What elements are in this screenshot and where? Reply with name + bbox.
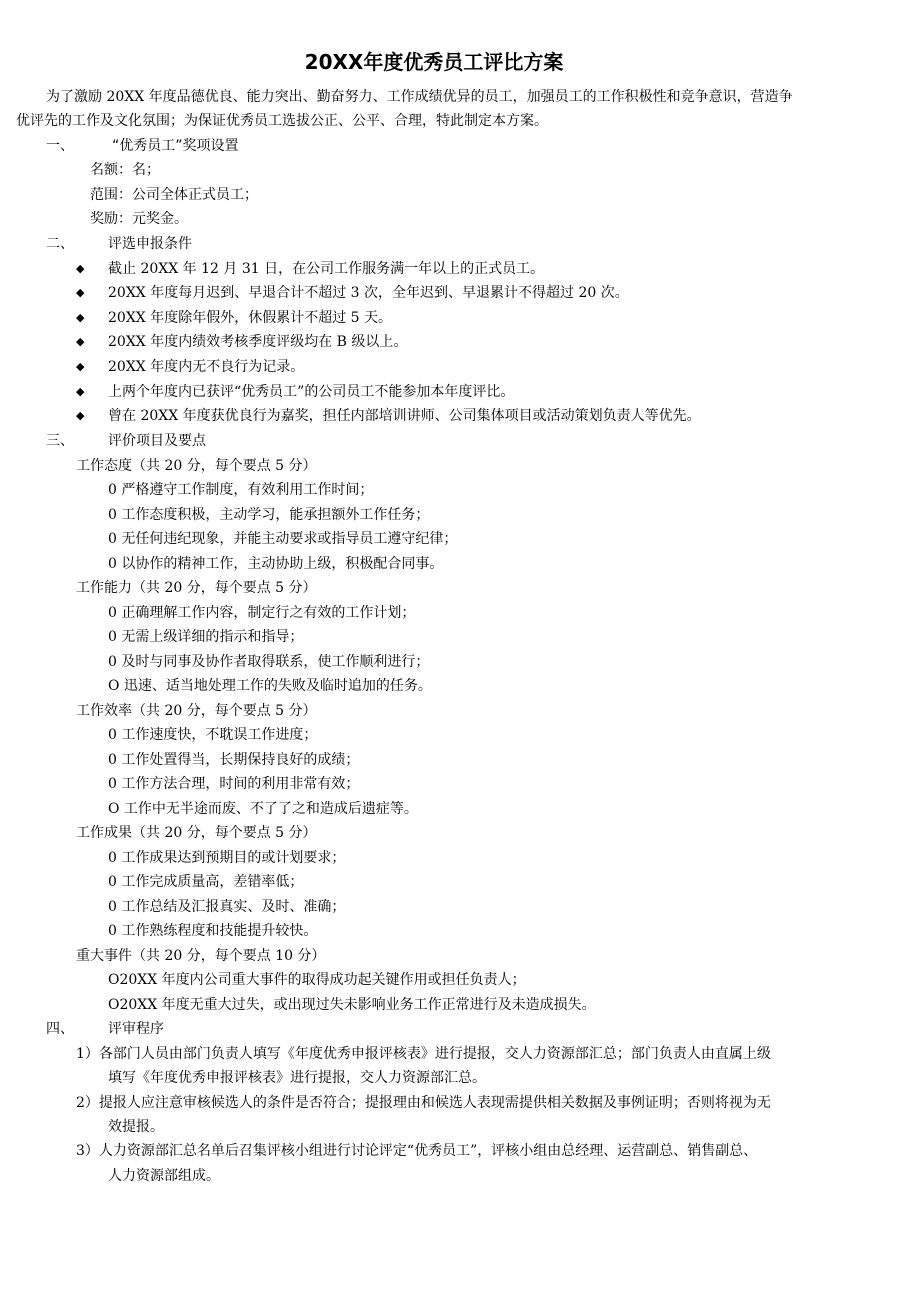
criteria-item: 0 以协作的精神工作，主动协助上级，积极配合同事。 (108, 556, 444, 572)
criteria-group-note: （共 20 分，每个要点 5 分） (132, 825, 317, 841)
document-title: 20XX年度优秀员工评比方案 (304, 50, 564, 74)
criteria-group-name: 工作态度 (76, 458, 132, 474)
procedure-item-line: 2）提报人应注意审核候选人的条件是否符合；提报理由和候选人表现需提供相关数据及事例证明；否则将视为无 (76, 1095, 771, 1111)
criteria-item: O 工作中无半途而废、不了了之和造成后遗症等。 (108, 801, 418, 817)
criteria-item: 0 工作成果达到预期目的或计划要求； (108, 850, 346, 866)
condition-item: 截止 20XX 年 12 月 31 日，在公司工作服务满一年以上的正式员工。 (108, 261, 545, 277)
criteria-group-heading (76, 947, 325, 965)
diamond-bullet-icon: ◆ (76, 385, 85, 398)
condition-item: 20XX 年度每月迟到、早退合计不超过 3 次，全年迟到、早退累计不得超过 20 次。 (108, 285, 629, 301)
criteria-item: 0 工作总结及汇报真实、及时、准确； (108, 899, 346, 915)
diamond-bullet-icon: ◆ (76, 311, 85, 324)
procedure-item-line: 人力资源部组成。 (108, 1168, 220, 1184)
criteria-group-name: 重大事件 (76, 948, 132, 964)
criteria-group-heading (76, 457, 317, 475)
criteria-item: 0 无任何违纪现象，并能主动要求或指导员工遵守纪律； (108, 531, 458, 547)
criteria-item: 0 严格遵守工作制度，有效利用工作时间； (108, 482, 374, 498)
criteria-item: O20XX 年度无重大过失，或出现过失未影响业务工作正常进行及未造成损失。 (108, 997, 596, 1013)
section-1-number: 一、 (46, 138, 74, 154)
section-2-title: 评选申报条件 (108, 236, 192, 252)
criteria-item: 0 及时与同事及协作者取得联系，使工作顺利进行； (108, 654, 430, 670)
criteria-group-heading (76, 579, 317, 597)
criteria-item: O20XX 年度内公司重大事件的取得成功起关键作用或担任负责人； (108, 972, 526, 988)
section-1-item: 奖励：元奖金。 (90, 211, 188, 227)
criteria-group-heading (76, 824, 317, 842)
diamond-bullet-icon: ◆ (76, 286, 85, 299)
procedure-item-line: 效提报。 (108, 1119, 164, 1135)
criteria-item: O 迅速、适当地处理工作的失败及临时追加的任务。 (108, 678, 432, 694)
procedure-item-line: 3）人力资源部汇总名单后召集评核小组进行讨论评定“优秀员工”，评核小组由总经理、运营副总、销售副总、 (76, 1143, 758, 1159)
condition-item: 20XX 年度内无不良行为记录。 (108, 359, 305, 375)
criteria-item: 0 工作方法合理，时间的利用非常有效； (108, 776, 360, 792)
criteria-group-note: （共 20 分，每个要点 5 分） (132, 580, 317, 596)
procedure-item-line: 1）各部门人员由部门负责人填写《年度优秀申报评核表》进行提报，交人力资源部汇总；部门负责人由直属上级 (76, 1046, 771, 1062)
condition-item: 20XX 年度内绩效考核季度评级均在 B 级以上。 (108, 334, 408, 350)
criteria-item: 0 无需上级详细的指示和指导； (108, 629, 304, 645)
section-4-number: 四、 (46, 1021, 74, 1037)
diamond-bullet-icon: ◆ (76, 335, 85, 348)
criteria-item: 0 工作熟练程度和技能提升较快。 (108, 923, 318, 939)
criteria-item: 0 工作处置得当，长期保持良好的成绩； (108, 752, 360, 768)
criteria-group-name: 工作能力 (76, 580, 132, 596)
criteria-group-note: （共 20 分，每个要点 10 分） (132, 948, 326, 964)
diamond-bullet-icon: ◆ (76, 262, 85, 275)
section-4-title: 评审程序 (108, 1021, 164, 1037)
intro-line-1: 为了激励 20XX 年度品德优良、能力突出、勤奋努力、工作成绩优异的员工，加强员工的工作积极性和竞争意识，营造争 (46, 89, 793, 105)
intro-line-2: 优评先的工作及文化氛围；为保证优秀员工选拔公正、公平、合理，特此制定本方案。 (16, 113, 548, 129)
section-2-number: 二、 (46, 236, 74, 252)
criteria-group-name: 工作效率 (76, 703, 132, 719)
diamond-bullet-icon: ◆ (76, 409, 85, 422)
criteria-group-note: （共 20 分，每个要点 5 分） (132, 703, 317, 719)
section-1-item: 名额：名； (90, 162, 160, 178)
section-3-number: 三、 (46, 433, 74, 449)
procedure-item-line: 填写《年度优秀申报评核表》进行提报，交人力资源部汇总。 (108, 1070, 486, 1086)
condition-item: 上两个年度内已获评“优秀员工”的公司员工不能参加本年度评比。 (108, 384, 515, 400)
criteria-item: 0 工作态度积极，主动学习，能承担额外工作任务； (108, 507, 430, 523)
condition-item: 20XX 年度除年假外，休假累计不超过 5 天。 (108, 310, 393, 326)
criteria-item: 0 正确理解工作内容，制定行之有效的工作计划； (108, 605, 416, 621)
section-3-title: 评价项目及要点 (108, 433, 206, 449)
criteria-group-note: （共 20 分，每个要点 5 分） (132, 458, 317, 474)
condition-item: 曾在 20XX 年度获优良行为嘉奖，担任内部培训讲师、公司集体项目或活动策划负责人等优先。 (108, 408, 701, 424)
section-1-title: “优秀员工”奖项设置 (112, 138, 239, 154)
section-1-item: 范围：公司全体正式员工； (90, 187, 258, 203)
diamond-bullet-icon: ◆ (76, 360, 85, 373)
criteria-item: 0 工作速度快，不耽误工作进度； (108, 727, 318, 743)
criteria-item: 0 工作完成质量高，差错率低； (108, 874, 304, 890)
criteria-group-heading (76, 702, 317, 720)
criteria-group-name: 工作成果 (76, 825, 132, 841)
